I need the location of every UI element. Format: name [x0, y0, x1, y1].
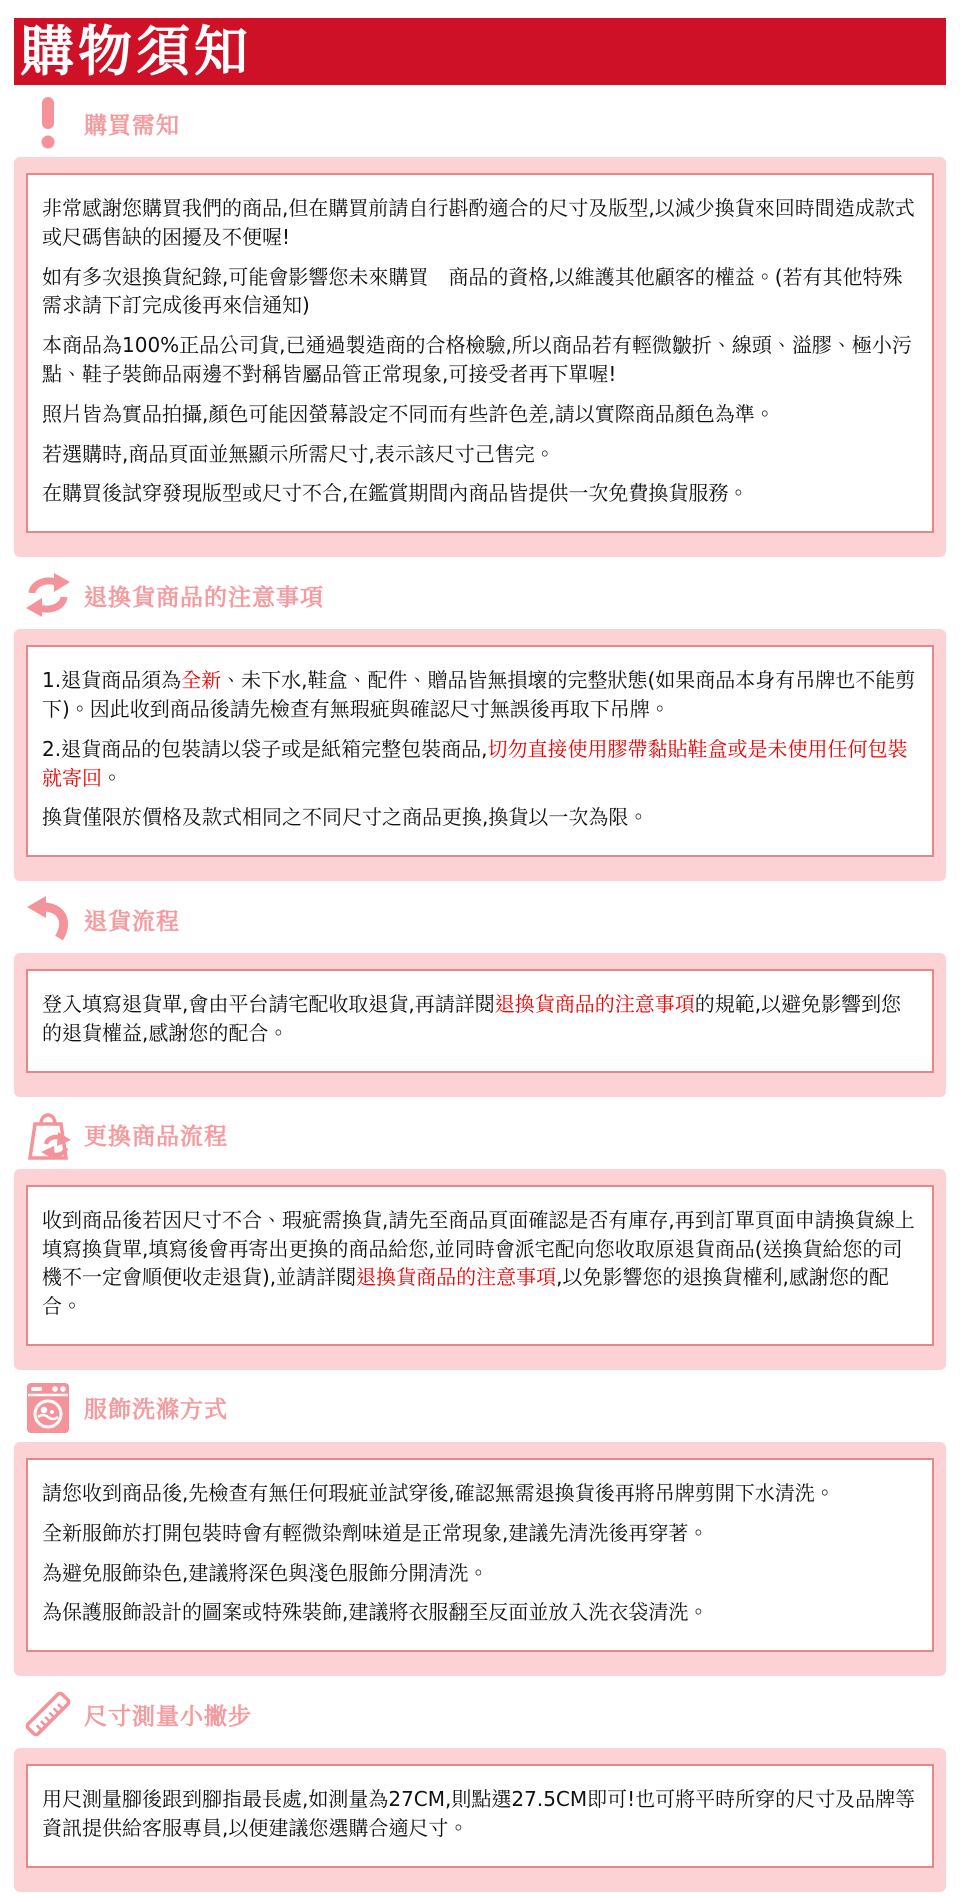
notice-paragraph: [42, 1206, 918, 1321]
section-header: [22, 1380, 946, 1436]
notice-text: 收到商品後若因尺寸不合、瑕疵需換貨,請先至商品頁面確認是否有庫存,再到訂單頁面申請換貨線上填寫換貨單,填寫後會再寄出更換的商品給您,並同時會派宅配向您收取原退貨商品(送換貨給您的司機不一定會順便收走退貨),並請詳閱: [42, 1207, 915, 1290]
notice-text-box: [26, 645, 934, 857]
notice-text-box: [26, 173, 934, 533]
section-title: 服飾洗滌方式: [84, 1397, 228, 1424]
notice-text: 為避免服飾染色,建議將深色與淺色服飾分開清洗。: [42, 1560, 489, 1585]
notice-text: 如有多次退換貨紀錄,可能會影響您未來購買 商品的資格,以維護其他顧客的權益。(若有其他特殊需求請下訂完成後再來信通知): [42, 264, 903, 318]
washing-machine-icon: [22, 1380, 74, 1436]
notice-paragraph: [42, 1598, 918, 1627]
highlighted-text: 切勿直接使用膠帶黏貼鞋盒或是未使用任何包裝就寄回: [42, 736, 908, 790]
notice-paragraph: [42, 666, 918, 724]
notice-text-box: [26, 1764, 934, 1868]
notice-text: 在購買後試穿發現版型或尺寸不合,在鑑賞期間內商品皆提供一次免費換貨服務。: [42, 481, 749, 506]
section-sizing-tips: [14, 1686, 946, 1892]
page-title: 購物須知: [20, 19, 252, 83]
notice-text: 2.退貨商品的包裝請以袋子或是紙箱完整包裝商品,: [42, 736, 488, 761]
section-title: 尺寸測量小撇步: [84, 1703, 252, 1730]
section-header: [22, 567, 946, 623]
notice-paragraph: [42, 194, 918, 252]
notice-paragraph: [42, 1479, 918, 1508]
notice-text: 。: [102, 765, 122, 790]
section-return-exchange-notes: [14, 567, 946, 881]
notice-text: 、未下水,鞋盒、配件、贈品皆無損壞的完整狀態(如果商品本身有吊牌也不能剪下)。因此收到商品後請先檢查有無瑕疵與確認尺寸無誤後再取下吊牌。: [42, 668, 916, 721]
section-title: 退換貨商品的注意事項: [84, 584, 324, 611]
notice-paragraph: [42, 440, 918, 469]
notice-text: 非常感謝您購買我們的商品,但在購買前請自行斟酌適合的尺寸及版型,以減少換貨來回時間造成款式或尺碼售缺的困擾及不便喔!: [42, 196, 915, 249]
notice-text: 登入填寫退貨單,會由平台請宅配收取退貨,再請詳閱: [42, 992, 495, 1017]
notice-text-box: [26, 1185, 934, 1346]
notice-text: 本商品為100%正品公司貨,已通過製造商的合格檢驗,所以商品若有輕微皺折、線頭、溢膠、極小污點、鞋子裝飾品兩邊不對稱皆屬品管正常現象,可接受者再下單喔!: [42, 333, 912, 386]
highlighted-text: 退換貨商品的注意事項: [356, 1265, 557, 1290]
section-title: 購買需知: [84, 112, 180, 139]
section-header: [22, 1686, 946, 1742]
notice-paragraph: [42, 263, 918, 321]
section-header: [22, 95, 946, 151]
highlighted-text: 退換貨商品的注意事項: [494, 992, 695, 1017]
notice-panel: [14, 1442, 946, 1676]
notice-panel: [14, 157, 946, 557]
notice-text-box: [26, 1458, 934, 1652]
notice-panel: [14, 953, 946, 1097]
ruler-icon: [22, 1686, 74, 1742]
notice-text-box: [26, 969, 934, 1073]
recycle-arrows-icon: [22, 567, 74, 623]
notice-text: 用尺測量腳後跟到腳指最長處,如測量為27CM,則點選27.5CM即可!也可將平時所穿的尺寸及品牌等資訊提供給客服專員,以便建議您選購合適尺寸。: [42, 1787, 916, 1840]
notice-paragraph: [42, 990, 918, 1048]
notice-paragraph: [42, 803, 918, 832]
return-arrow-icon: [22, 891, 74, 947]
notice-text: 的規範,以避免影響到您的退貨權益,感謝您的配合。: [42, 992, 902, 1045]
section-header: [22, 891, 946, 947]
section-header: [22, 1107, 946, 1163]
shopping-bag-exchange-icon: [22, 1107, 74, 1163]
section-purchase-notice: [14, 95, 946, 557]
section-washing-instructions: [14, 1380, 946, 1676]
notice-paragraph: [42, 331, 918, 389]
notice-paragraph: [42, 735, 918, 793]
notice-panel: [14, 1748, 946, 1892]
section-return-process: [14, 891, 946, 1097]
notice-text: 1.退貨商品須為: [42, 668, 182, 693]
notice-text: 全新服飾於打開包裝時會有輕微染劑味道是正常現象,建議先清洗後再穿著。: [42, 1520, 709, 1545]
notice-panel: [14, 1169, 946, 1370]
exclamation-icon: [22, 95, 74, 151]
notice-text: 若選購時,商品頁面並無顯示所需尺寸,表示該尺寸己售完。: [42, 441, 555, 466]
notice-paragraph: [42, 479, 918, 508]
notice-text: 照片皆為實品拍攝,顏色可能因螢幕設定不同而有些許色差,請以實際商品顏色為準。: [42, 401, 775, 426]
notice-paragraph: [42, 1559, 918, 1588]
notice-paragraph: [42, 400, 918, 429]
notice-text: 為保護服飾設計的圖案或特殊裝飾,建議將衣服翻至反面並放入洗衣袋清洗。: [42, 1600, 709, 1625]
highlighted-text: 全新: [181, 668, 222, 693]
notice-panel: [14, 629, 946, 881]
notice-text: ,以免影響您的退換貨權利,感謝您的配合。: [42, 1265, 889, 1319]
section-title: 退貨流程: [84, 908, 180, 935]
section-title: 更換商品流程: [84, 1124, 228, 1151]
notice-text: 換貨僅限於價格及款式相同之不同尺寸之商品更換,換貨以一次為限。: [42, 805, 649, 830]
notice-text: 請您收到商品後,先檢查有無任何瑕疵並試穿後,確認無需退換貨後再將吊牌剪開下水清洗。: [42, 1480, 835, 1505]
page-title-banner: [14, 18, 946, 85]
section-exchange-process: [14, 1107, 946, 1370]
notice-paragraph: [42, 1785, 918, 1843]
notice-paragraph: [42, 1519, 918, 1548]
